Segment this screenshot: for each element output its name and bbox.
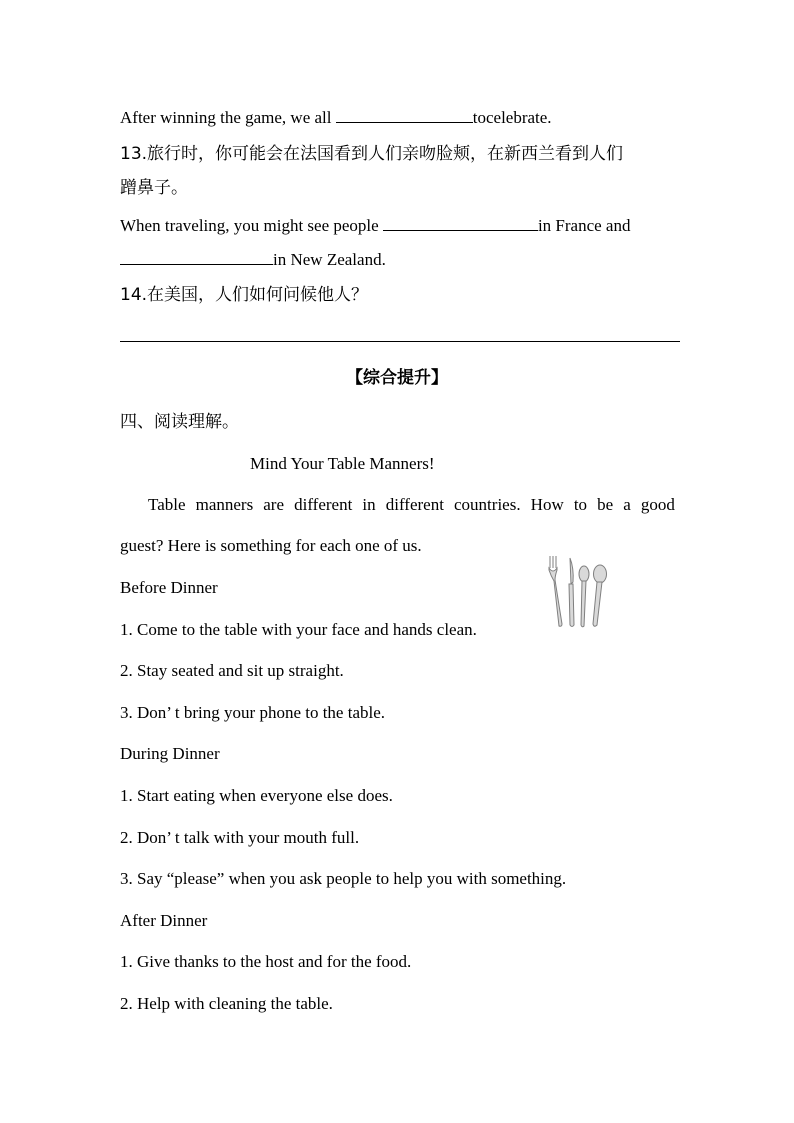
q12-text-before: After winning the game, we all [120, 108, 336, 127]
q13-text-part1: When traveling, you might see people [120, 216, 383, 235]
passage-intro-line2: guest? Here is something for each one of us. [120, 536, 422, 555]
q12-text-after: tocelebrate. [472, 108, 552, 127]
q12-english-sentence [120, 104, 552, 130]
intro-word: are [263, 495, 285, 514]
during-dinner-item: 1. Start eating when everyone else does. [120, 786, 393, 805]
after-dinner-heading: After Dinner [120, 911, 208, 930]
intro-word: to [573, 495, 588, 514]
before-dinner-item: 1. Come to the table with your face and hands clean. [120, 620, 477, 639]
section-heading: 【综合提升】 [346, 368, 448, 388]
q13-blank-france[interactable] [383, 212, 538, 231]
q13-blank-new-zealand[interactable] [120, 246, 273, 265]
cutlery-icon [544, 554, 612, 628]
q12-blank[interactable] [336, 104, 473, 123]
section-four-label: 四、阅读理解。 [120, 412, 239, 432]
intro-word: countries. [454, 495, 521, 514]
q14-answer-line[interactable] [120, 341, 680, 342]
intro-word: in [362, 495, 376, 514]
during-dinner-item: 3. Say “please” when you ask people to help you with something. [120, 869, 567, 888]
after-dinner-item: 1. Give thanks to the host and for the food. [120, 952, 412, 971]
intro-word: different [294, 495, 353, 514]
intro-word: a [623, 495, 631, 514]
q13-text-part3: in New Zealand. [273, 250, 386, 269]
q14-chinese-question: 14.在美国，人们如何问候他人？ [120, 285, 369, 305]
before-dinner-item: 3. Don’ t bring your phone to the table. [120, 703, 386, 722]
q13-english-line2 [120, 246, 386, 272]
passage-title: Mind Your Table Manners! [250, 454, 435, 473]
during-dinner-item: 2. Don’ t talk with your mouth full. [120, 828, 360, 847]
before-dinner-heading: Before Dinner [120, 578, 218, 597]
intro-word: different [385, 495, 444, 514]
intro-word: be [597, 495, 614, 514]
q13-text-part2: in France and [537, 216, 631, 235]
before-dinner-item: 2. Stay seated and sit up straight. [120, 661, 344, 680]
intro-word: good [640, 495, 675, 514]
passage-intro-line1 [120, 493, 675, 517]
intro-word: How [530, 495, 564, 514]
q13-chinese-line2: 蹭鼻子。 [120, 178, 188, 198]
q13-english-line1 [120, 212, 630, 238]
q13-chinese-line1: 13.旅行时，你可能会在法国看到人们亲吻脸颊，在新西兰看到人们 [120, 144, 624, 164]
during-dinner-heading: During Dinner [120, 744, 220, 763]
after-dinner-item: 2. Help with cleaning the table. [120, 994, 333, 1013]
intro-word: Table [148, 495, 186, 514]
intro-word: manners [195, 495, 254, 514]
